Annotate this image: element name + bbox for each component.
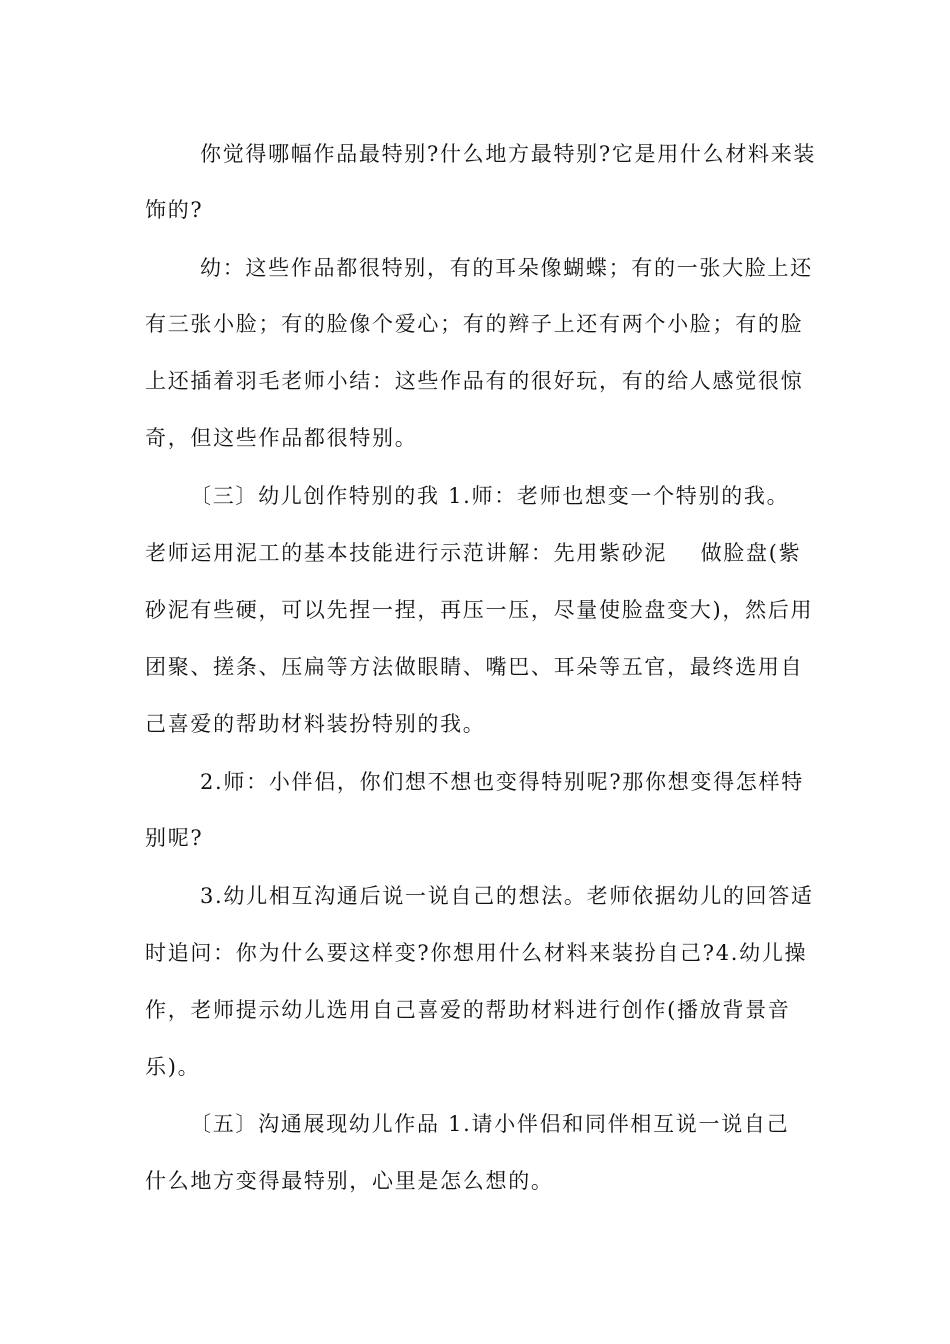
item-2-line-2: 别呢?	[145, 826, 204, 850]
section-5-line-1: 〔五〕沟通展现幼儿作品 1.请小伴侣和同伴相互说一说自己	[190, 1112, 790, 1136]
item-3-line-2: 时追问：你为什么要这样变?你想用什么材料来装扮自己?4.幼儿操	[145, 941, 808, 965]
item-2-line-1: 2.师：小伴侣，你们想不想也变得特别呢?那你想变得怎样特	[200, 770, 804, 794]
paragraph-1-line-1: 你觉得哪幅作品最特别?什么地方最特别?它是用什么材料来装	[200, 142, 817, 166]
section-3-line-2: 老师运用泥工的基本技能进行示范讲解：先用紫砂泥 做脸盘(紫	[145, 541, 802, 565]
item-3-line-4: 乐)。	[145, 1055, 201, 1079]
section-3-line-4: 团聚、搓条、压扁等方法做眼睛、嘴巴、耳朵等五官，最终选用自	[145, 655, 804, 679]
section-5-line-2: 什么地方变得最特别，心里是怎么想的。	[145, 1169, 554, 1193]
item-3-line-1: 3.幼儿相互沟通后说一说自己的想法。老师依据幼儿的回答适	[200, 884, 814, 908]
section-3-line-5: 己喜爱的帮助材料装扮特别的我。	[145, 712, 486, 736]
item-3-line-3: 作，老师提示幼儿选用自己喜爱的帮助材料进行创作(播放背景音	[145, 998, 791, 1022]
paragraph-2-line-2: 有三张小脸；有的脸像个爱心；有的辫子上还有两个小脸；有的脸	[145, 312, 804, 336]
paragraph-2-line-3: 上还插着羽毛老师小结：这些作品有的很好玩，有的给人感觉很惊	[145, 369, 804, 393]
paragraph-2-line-4: 奇，但这些作品都很特别。	[145, 426, 418, 450]
paragraph-2-line-1: 幼：这些作品都很特别，有的耳朵像蝴蝶；有的一张大脸上还	[200, 256, 813, 280]
section-3-line-3: 砂泥有些硬，可以先捏一捏，再压一压，尽量使脸盘变大)，然后用	[145, 598, 814, 622]
section-3-line-1: 〔三〕幼儿创作特别的我 1.师：老师也想变一个特别的我。	[190, 484, 790, 508]
paragraph-1-line-2: 饰的?	[145, 198, 204, 222]
